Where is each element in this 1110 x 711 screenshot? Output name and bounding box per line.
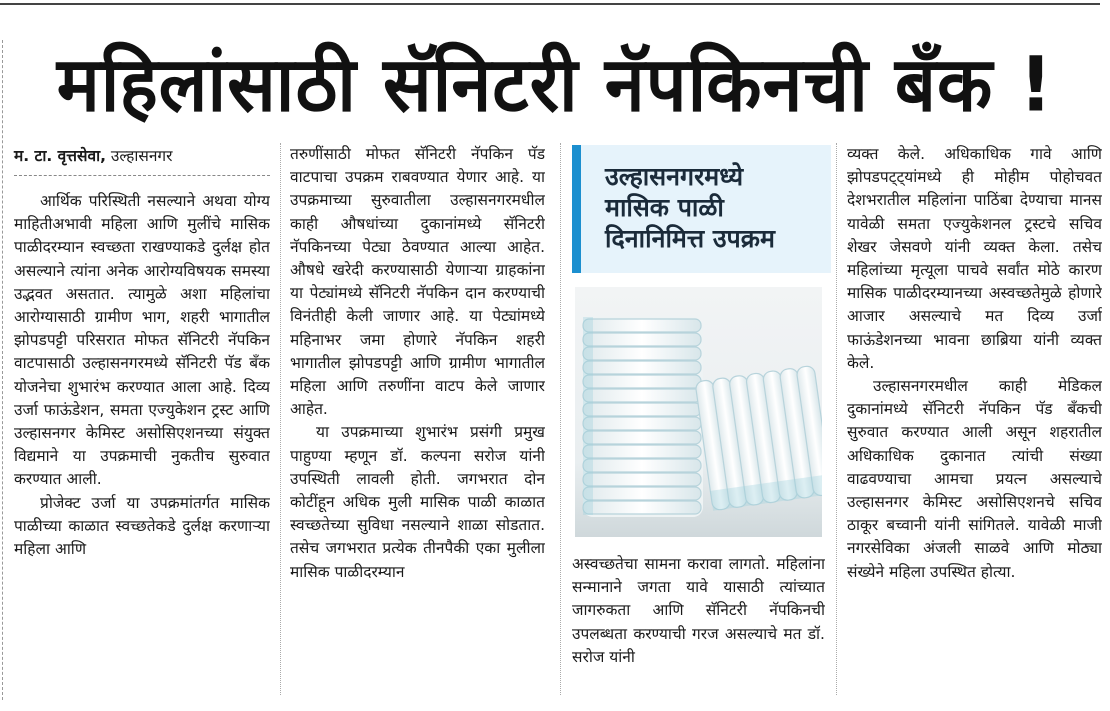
napkin-stack-right <box>695 365 822 510</box>
byline-place: उल्हासनगर <box>106 147 173 165</box>
inset-title-line-2: मासिक पाळी <box>605 193 724 222</box>
napkin-stack-left <box>583 317 703 517</box>
column2-paragraph-1: तरुणींसाठी मोफत सॅनिटरी नॅपकिन पॅड वाटपाचा उपक्रम राबवण्यात येणार आहे. या उपक्रमाच्या सुरुवातीला उल्हासनगरमधील काही औषधांच्या दुकानांमध्ये सॅनिटरी नॅपकिनच्या पेट्या ठेवण्यात आल्या आहेत. औषधे खरेदी करण्यासाठी येणाऱ्या ग्राहकांना या पेट्यांमध्ये सॅनिटरी नॅपकिन दान करण्याची विनंतीही केली जाणार आहे. या पेट्यांमध्ये महिनाभर जमा होणारे नॅपकिन शहरी भागातील झोपडपट्टी आणि ग्रामीण भागातील महिला आणि तरुणींना वाटप केले जाणार आहेत. <box>290 145 545 419</box>
column-divider-3 <box>836 143 837 695</box>
column1-paragraph-1: आर्थिक परिस्थिती नसल्याने अथवा योग्य माहितीअभावी महिला आणि मुलींचे मासिक पाळीदरम्यान स्वच्छता राखण्याकडे दुर्लक्ष होत असल्याने त्यांना अनेक आरोग्यविषयक समस्या उद्भवत असतात. त्यामुळे अशा महिलांचा आरोग्यासाठी ग्रामीण भाग, शहरी भागातील झोपडपट्टी परिसरात मोफत सॅनिटरी नॅपकिन वाटपासाठी उल्हासनगरमध्ये सॅनिटरी पॅड बँक योजनेचा शुभारंभ करण्यात आला आहे. दिव्य उर्जा फाऊंडेशन, समता एज्युकेशन ट्रस्ट आणि उल्हासनगर केमिस्ट असोसिएशनच्या संयुक्त विद्यमाने या उपक्रमाची नुकतीच सुरुवात करण्यात आली. <box>14 192 270 489</box>
article-column-1 <box>14 190 270 695</box>
sanitary-napkin-stack-icon <box>575 287 822 537</box>
headline: महिलांसाठी सॅनिटरी नॅपकिनची बँक ! <box>56 39 1054 129</box>
byline-source: म. टा. वृत्तसेवा, <box>14 147 106 165</box>
inset-title-line-3: दिनानिमित्त उपक्रम <box>605 224 775 253</box>
column-divider-1 <box>280 143 281 695</box>
column-divider-2 <box>560 143 561 695</box>
byline-divider <box>14 175 270 176</box>
byline <box>14 144 270 172</box>
article-column-2 <box>290 143 545 695</box>
top-rule <box>0 3 1100 5</box>
inset-title-line-1: उल्हासनगरमध्ये <box>605 162 744 191</box>
inset-title <box>605 161 825 254</box>
column2-paragraph-2: या उपक्रमाच्या शुभारंभ प्रसंगी प्रमुख पाहुण्या म्हणून डॉ. कल्पना सरोज यांनी उपस्थिती लावली होती. जगभरात दोन कोटींहून अधिक मुली मासिक पाळी काळात स्वच्छतेच्या सुविधा नसल्याने शाळा सोडतात. तसेच जगभरात प्रत्येक तीनपैकी एका मुलीला मासिक पाळीदरम्यान <box>290 423 545 581</box>
column3-paragraph-1: अस्वच्छतेचा सामना करावा लागतो. महिलांना सन्मानाने जगता यावे यासाठी त्यांच्यात जागरुकता आणि सॅनिटरी नॅपकिनची उपलब्धता करण्याची गरज असल्याचे मत डॉ. सरोज यांनी <box>572 555 825 666</box>
column1-paragraph-2: प्रोजेक्ट उर्जा या उपक्रमांतर्गत मासिक पाळीच्या काळात स्वच्छतेकडे दुर्लक्ष करणाऱ्या महिला आणि <box>14 493 270 559</box>
article-column-4 <box>847 143 1102 695</box>
column4-paragraph-2: उल्हासनगरमधील काही मेडिकल दुकानांमध्ये सॅनिटरी नॅपकिन पॅड बँकची सुरुवात करण्यात आली असून शहरातील अधिकाधिक दुकानात त्यांची संख्या वाढवण्याचा आमचा प्रयत्न असल्याचे उल्हासनगर केमिस्ट असोसिएशनचे सचिव ठाकूर बच्वानी यांनी सांगितले. यावेळी माजी नगरसेविका अंजली साळवे आणि मोठ्या संख्येने महिला उपस्थित होत्या. <box>847 377 1102 581</box>
sanitary-napkin-photo <box>575 287 822 537</box>
article-column-3 <box>572 553 825 695</box>
left-margin-rule <box>2 40 3 700</box>
column4-paragraph-1: व्यक्त केले. अधिकाधिक गावे आणि झोपडपट्ट्यांमध्ये ही मोहीम पोहोचवत देशभरातील महिलांना पाठिंबा देण्याचा मानस यावेळी समता एज्युकेशनल ट्रस्टचे सचिव शेखर जेसवणे यांनी व्यक्त केला. तसेच महिलांच्या मृत्यूला पाचवे सर्वांत मोठे कारण मासिक पाळीदरम्यानच्या अस्वच्छतेमुळे होणारे आजार असल्याचे मत दिव्य उर्जा फाऊंडेशनच्या भावना छाब्रिया यांनी व्यक्त केले. <box>847 145 1102 372</box>
inset-box <box>572 145 831 273</box>
